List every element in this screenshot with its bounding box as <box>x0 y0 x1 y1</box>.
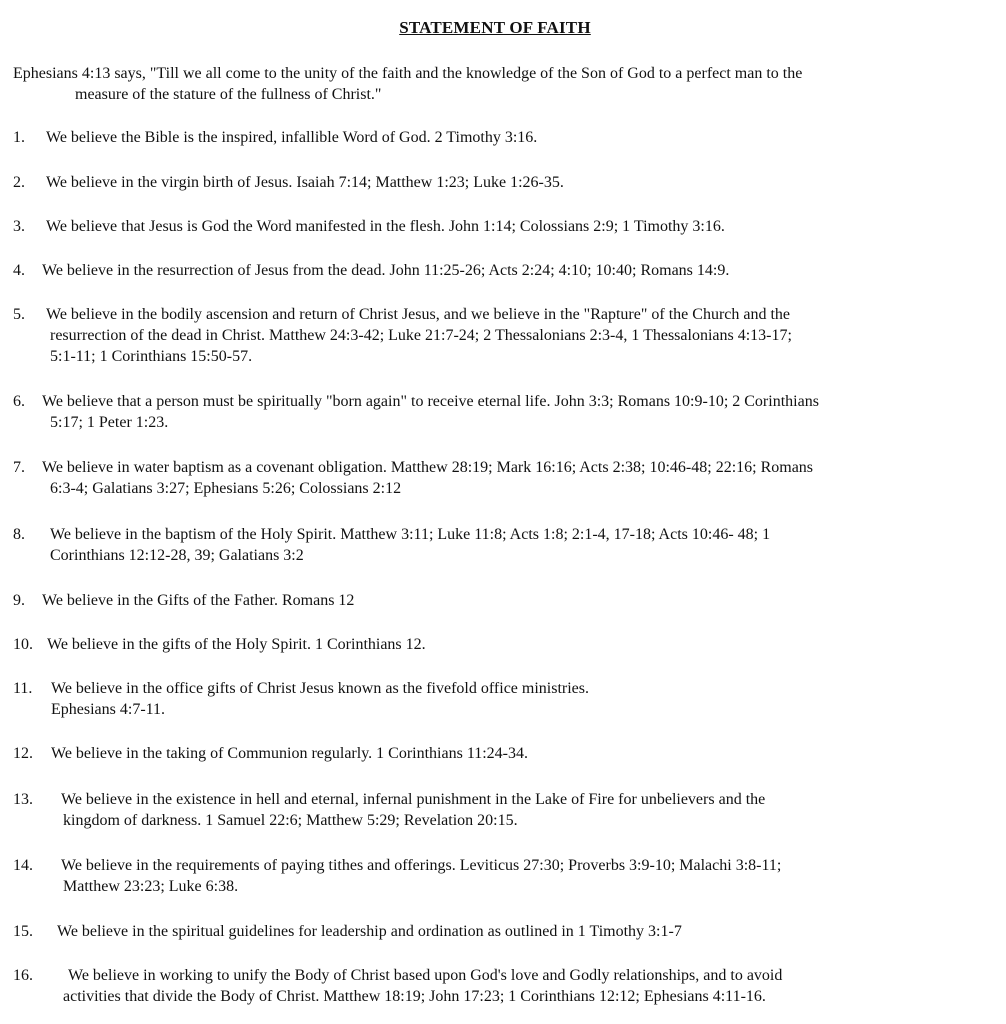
item-number: 6. <box>13 393 25 410</box>
item-text: We believe in the Gifts of the Father. Romans 12 <box>42 592 355 609</box>
list-item <box>13 789 979 831</box>
intro-paragraph <box>13 63 979 105</box>
item-number: 4. <box>13 262 25 279</box>
item-number: 1. <box>13 129 25 146</box>
list-item <box>13 524 979 566</box>
item-text: We believe in the taking of Communion regularly. 1 Corinthians 11:24-34. <box>51 745 528 762</box>
item-number: 5. <box>13 306 25 323</box>
list-item <box>13 457 979 499</box>
item-text-continued: Ephesians 4:7-11. <box>51 701 166 718</box>
intro-line-1: Ephesians 4:13 says, "Till we all come to the unity of the faith and the knowledge of the Son of God to a perfect man to the <box>13 65 803 82</box>
item-text: We believe in working to unify the Body of Christ based upon God's love and Godly relationships, and to avoid <box>68 967 783 984</box>
item-text: We believe in the existence in hell and eternal, infernal punishment in the Lake of Fire for unbelievers and the <box>61 791 766 808</box>
item-text-continued: activities that divide the Body of Christ. Matthew 18:19; John 17:23; 1 Corinthians 12:12; Ephesians 4:11-16. <box>63 988 766 1005</box>
item-number: 14. <box>13 857 33 874</box>
list-item <box>13 172 979 193</box>
item-number: 11. <box>13 680 33 697</box>
list-item <box>13 855 979 897</box>
list-item <box>13 921 979 942</box>
item-number: 15. <box>13 923 33 940</box>
list-item <box>13 391 979 433</box>
item-text: We believe in the resurrection of Jesus from the dead. John 11:25-26; Acts 2:24; 4:10; 10:40; Romans 14:9. <box>42 262 730 279</box>
item-number: 9. <box>13 592 25 609</box>
item-number: 10. <box>13 636 33 653</box>
list-item <box>13 590 979 611</box>
list-item <box>13 216 979 237</box>
item-text: We believe in the baptism of the Holy Spirit. Matthew 3:11; Luke 11:8; Acts 1:8; 2:1-4, 17-18; Acts 10:46- 48; 1 <box>50 526 771 543</box>
item-text: We believe in the gifts of the Holy Spirit. 1 Corinthians 12. <box>47 636 426 653</box>
item-text: We believe that Jesus is God the Word manifested in the flesh. John 1:14; Colossians 2:9; 1 Timothy 3:16. <box>46 218 725 235</box>
list-item <box>13 965 979 1007</box>
item-number: 7. <box>13 459 25 476</box>
list-item <box>13 678 979 720</box>
item-text: We believe in water baptism as a covenant obligation. Matthew 28:19; Mark 16:16; Acts 2:38; 10:46-48; 22:16; Romans <box>42 459 814 476</box>
list-item <box>13 304 979 367</box>
item-text-continued: Matthew 23:23; Luke 6:38. <box>63 878 239 895</box>
item-text: We believe in the spiritual guidelines for leadership and ordination as outlined in 1 Timothy 3:1-7 <box>57 923 682 940</box>
item-number: 2. <box>13 174 25 191</box>
list-item <box>13 260 979 281</box>
intro-line-2: measure of the stature of the fullness of Christ." <box>75 86 382 103</box>
item-text: We believe in the requirements of paying tithes and offerings. Leviticus 27:30; Proverbs 3:9-10; Malachi 3:8-11; <box>61 857 782 874</box>
item-text-continued: kingdom of darkness. 1 Samuel 22:6; Matthew 5:29; Revelation 20:15. <box>63 812 518 829</box>
item-text: We believe in the office gifts of Christ Jesus known as the fivefold office ministries. <box>51 680 589 697</box>
item-text: We believe the Bible is the inspired, infallible Word of God. 2 Timothy 3:16. <box>46 129 538 146</box>
item-text-continued: resurrection of the dead in Christ. Matthew 24:3-42; Luke 21:7-24; 2 Thessalonians 2:3-4, 1 Thessalonians 4:13-17; <box>50 327 792 344</box>
list-item <box>13 634 979 655</box>
item-text: We believe in the virgin birth of Jesus. Isaiah 7:14; Matthew 1:23; Luke 1:26-35. <box>46 174 564 191</box>
item-text: We believe that a person must be spiritually "born again" to receive eternal life. John 3:3; Romans 10:9-10; 2 Corinthians <box>42 393 819 410</box>
item-number: 13. <box>13 791 33 808</box>
item-number: 12. <box>13 745 33 762</box>
list-item <box>13 743 979 764</box>
item-number: 3. <box>13 218 25 235</box>
item-text: We believe in the bodily ascension and return of Christ Jesus, and we believe in the "Rapture" of the Church and the <box>46 306 791 323</box>
item-text-continued: Corinthians 12:12-28, 39; Galatians 3:2 <box>50 547 304 564</box>
page-title: STATEMENT OF FAITH <box>399 18 591 37</box>
item-text-continued: 6:3-4; Galatians 3:27; Ephesians 5:26; Colossians 2:12 <box>50 480 402 497</box>
item-number: 16. <box>13 967 33 984</box>
item-text-continued: 5:17; 1 Peter 1:23. <box>50 414 169 431</box>
list-item <box>13 127 979 148</box>
item-number: 8. <box>13 526 25 543</box>
item-text-continued: 5:1-11; 1 Corinthians 15:50-57. <box>50 348 253 365</box>
